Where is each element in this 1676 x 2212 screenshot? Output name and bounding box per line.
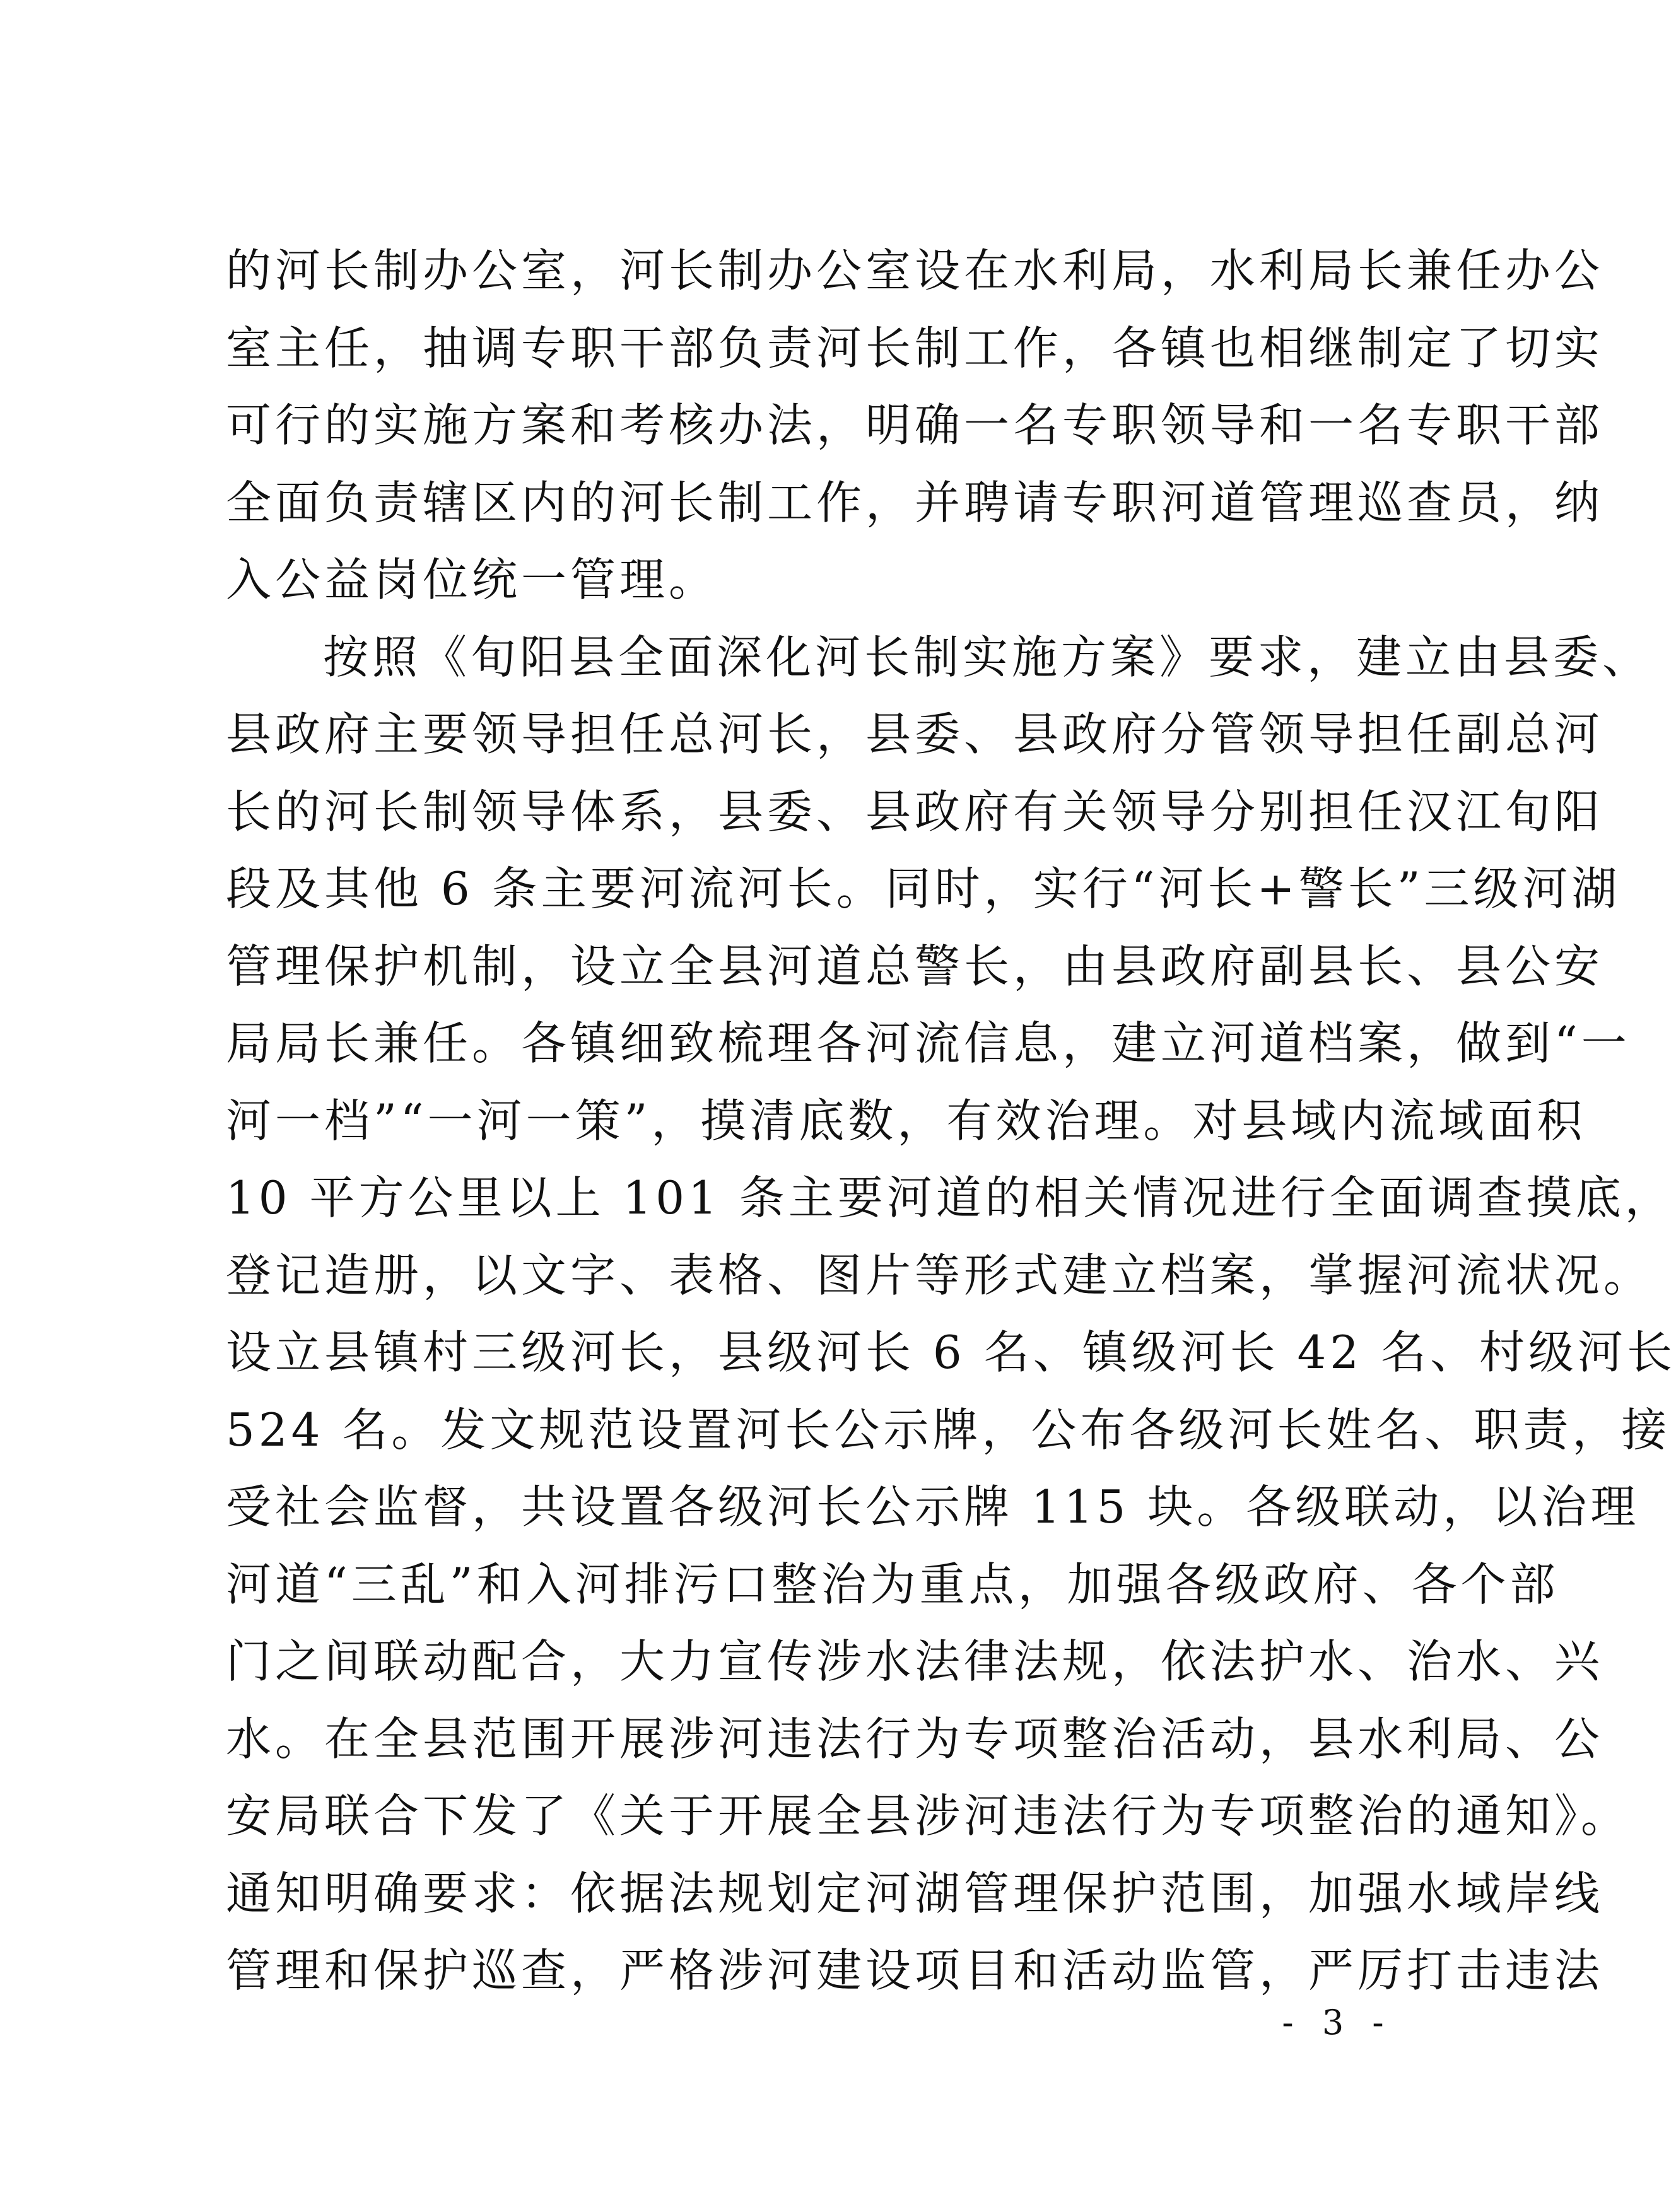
- page-number: - 3 -: [1282, 2003, 1393, 2042]
- text-line: 县政府主要领导担任总河长，县委、县政府分管领导担任副总河: [226, 708, 1604, 761]
- text-line: 水。在全县范围开展涉河违法行为专项整治活动，县水利局、公: [226, 1712, 1604, 1765]
- text-line: 的河长制办公室，河长制办公室设在水利局，水利局长兼任办公: [226, 244, 1604, 297]
- text-line: 河一档”“一河一策”，摸清底数，有效治理。对县域内流域面积: [226, 1094, 1586, 1147]
- text-line: 受社会监督，共设置各级河长公示牌 115 块。各级联动，以治理: [226, 1480, 1640, 1533]
- text-line: 长的河长制领导体系，县委、县政府有关领导分别担任汉江旬阳: [226, 785, 1604, 838]
- text-line: 局局长兼任。各镇细致梳理各河流信息，建立河道档案，做到“一: [226, 1017, 1631, 1070]
- text-line: 安局联合下发了《关于开展全县涉河违法行为专项整治的通知》。: [226, 1789, 1631, 1842]
- text-line: 登记造册，以文字、表格、图片等形式建立档案，掌握河流状况。: [226, 1248, 1653, 1302]
- body-text: [226, 232, 1676, 2010]
- text-line: 入公益岗位统一管理。: [226, 553, 718, 606]
- text-line: 管理和保护巡查，严格涉河建设项目和活动监管，严厉打击违法: [226, 1944, 1604, 1997]
- text-line: 段及其他 6 条主要河流河长。同时，实行“河长+警长”三级河湖: [226, 862, 1621, 915]
- text-line: 设立县镇村三级河长，县级河长 6 名、镇级河长 42 名、村级河长: [226, 1326, 1676, 1379]
- text-line: 河道“三乱”和入河排污口整治为重点，加强各级政府、各个部: [226, 1557, 1559, 1611]
- text-line: 通知明确要求：依据法规划定河湖管理保护范围，加强水域岸线: [226, 1866, 1604, 1920]
- text-line: 可行的实施方案和考核办法，明确一名专职领导和一名专职干部: [226, 399, 1604, 452]
- text-line: 室主任，抽调专职干部负责河长制工作，各镇也相继制定了切实: [226, 321, 1604, 375]
- text-line: 门之间联动配合，大力宣传涉水法律法规，依法护水、治水、兴: [226, 1635, 1604, 1688]
- paragraph-first-line: 按照《旬阳县全面深化河长制实施方案》要求，建立由县委、: [323, 630, 1652, 684]
- text-line: 全面负责辖区内的河长制工作，并聘请专职河道管理巡查员，纳: [226, 476, 1604, 529]
- text-line: 管理保护机制，设立全县河道总警长，由县政府副县长、县公安: [226, 939, 1604, 993]
- text-line: 524 名。发文规范设置河长公示牌，公布各级河长姓名、职责，接: [226, 1403, 1671, 1456]
- text-line: 10 平方公里以上 101 条主要河道的相关情况进行全面调查摸底，: [226, 1171, 1674, 1224]
